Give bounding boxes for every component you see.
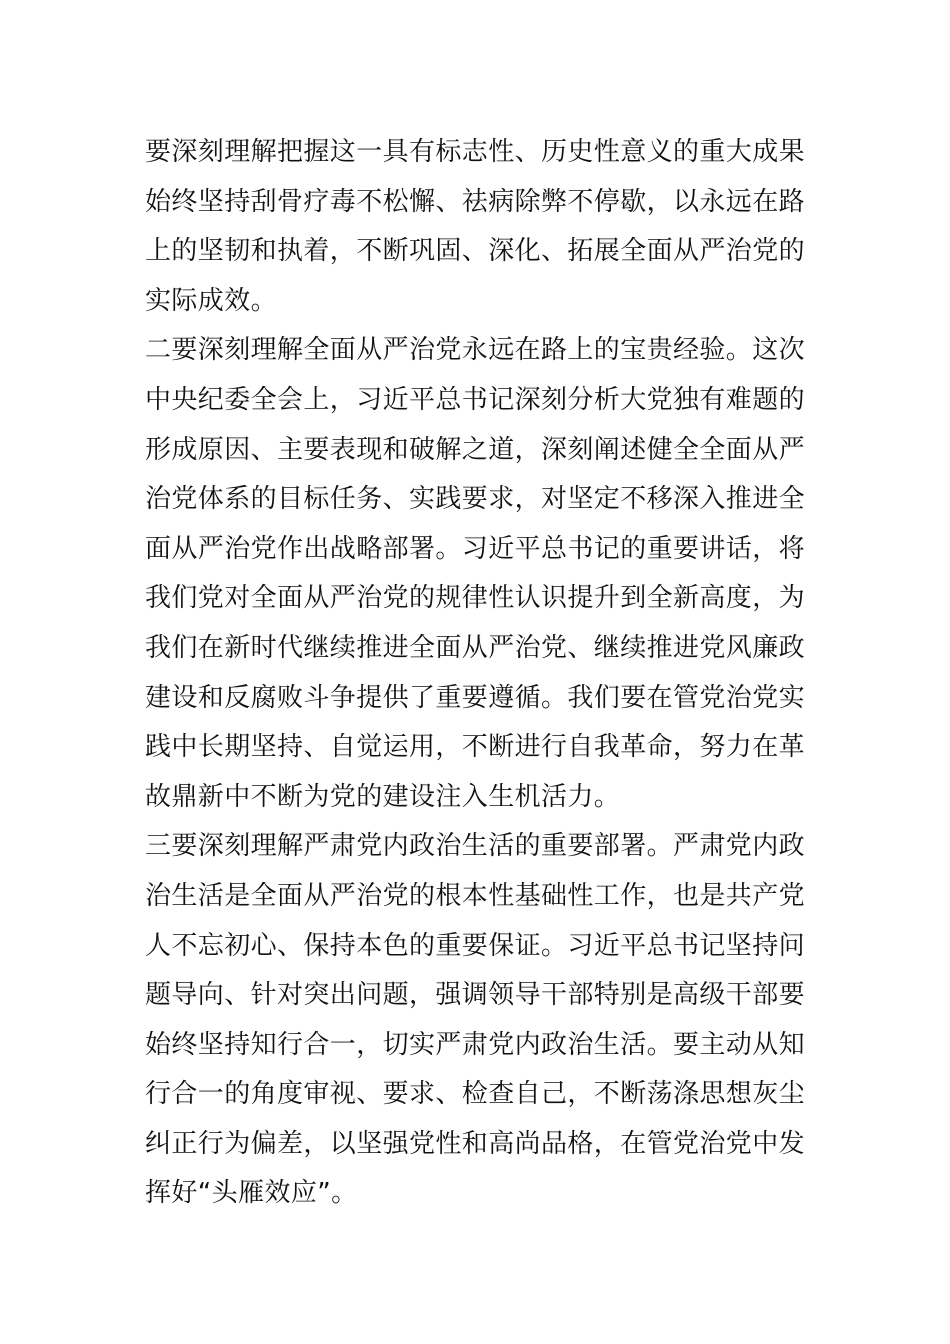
text-line: 挥好“头雁效应”。 <box>145 1178 358 1209</box>
text-line: 面从严治党作出战略部署。习近平总书记的重要讲话，将 <box>145 533 806 564</box>
text-line: 治党体系的目标任务、实践要求，对坚定不移深入推进全 <box>145 484 806 515</box>
text-line: 我们党对全面从严治党的规律性认识提升到全新高度，为 <box>145 583 806 614</box>
text-line: 上的坚韧和执着，不断巩固、深化、拓展全面从严治党的 <box>145 236 806 267</box>
text-line: 三要深刻理解严肃党内政治生活的重要部署。严肃党内政 <box>145 831 806 862</box>
text-line: 中央纪委全会上，习近平总书记深刻分析大党独有难题的 <box>145 384 806 415</box>
text-line: 人不忘初心、保持本色的重要保证。习近平总书记坚持问 <box>145 930 806 961</box>
text-line: 形成原因、主要表现和破解之道，深刻阐述健全全面从严 <box>145 434 806 465</box>
text-line: 题导向、针对突出问题，强调领导干部特别是高级干部要 <box>145 980 806 1011</box>
text-line: 治生活是全面从严治党的根本性基础性工作，也是共产党 <box>145 880 806 911</box>
text-line: 建设和反腐败斗争提供了重要遵循。我们要在管党治党实 <box>145 682 806 713</box>
text-line: 我们在新时代继续推进全面从严治党、继续推进党风廉政 <box>145 632 806 663</box>
text-line: 实际成效。 <box>145 285 278 316</box>
text-line: 行合一的角度审视、要求、检查自己，不断荡涤思想灰尘 <box>145 1079 806 1110</box>
text-line: 纠正行为偏差，以坚强党性和高尚品格，在管党治党中发 <box>145 1128 806 1159</box>
text-line: 故鼎新中不断为党的建设注入生机活力。 <box>145 781 621 812</box>
document-body <box>145 128 807 1219</box>
text-line: 始终坚持刮骨疗毒不松懈、祛病除弊不停歇，以永远在路 <box>145 186 806 217</box>
text-line: 始终坚持知行合一，切实严肃党内政治生活。要主动从知 <box>145 1029 806 1060</box>
text-line: 要深刻理解把握这一具有标志性、历史性意义的重大成果 <box>145 137 806 167</box>
text-line: 践中长期坚持、自觉运用，不断进行自我革命，努力在革 <box>145 732 806 763</box>
text-line: 二要深刻理解全面从严治党永远在路上的宝贵经验。这次 <box>145 335 806 366</box>
